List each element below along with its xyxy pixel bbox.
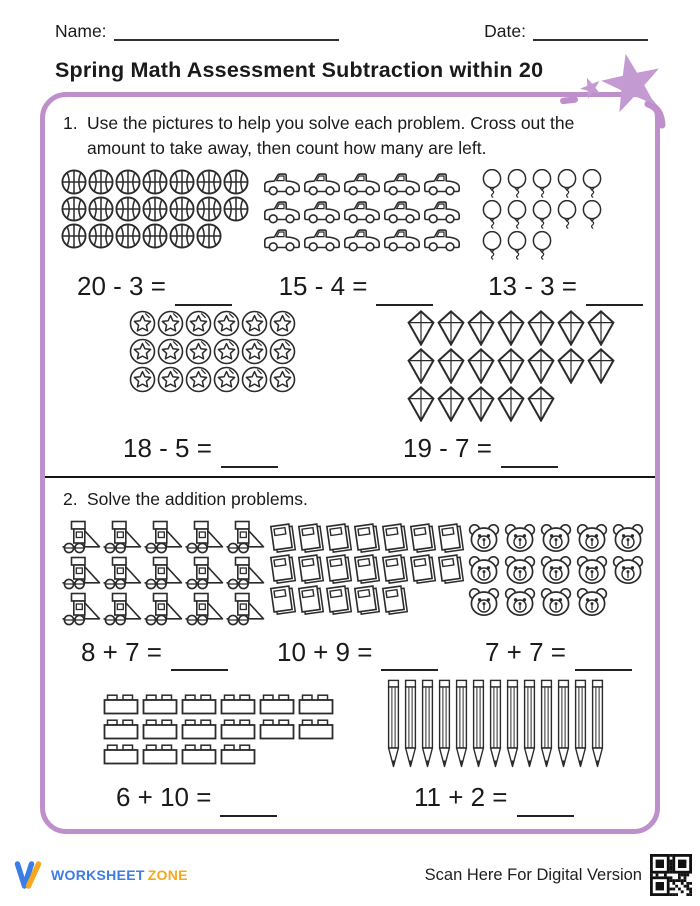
star-coin-icon (241, 338, 268, 365)
car-icon (383, 171, 421, 196)
equation-text: 6 + 10 = (116, 782, 212, 813)
equation-20-minus-3 (61, 272, 257, 302)
balloon-icon (506, 231, 528, 261)
car-group (257, 169, 469, 255)
section1-instruction (63, 111, 643, 161)
equation-text: 11 + 2 = (414, 782, 508, 813)
scan-area (425, 854, 692, 896)
worksheet-frame (40, 92, 660, 834)
train-icon (61, 520, 101, 554)
pencil-icon (438, 679, 451, 771)
kite-icon (407, 386, 435, 422)
train-icon (225, 556, 265, 590)
star-coin-icon (241, 366, 268, 393)
basketball-icon (88, 223, 114, 249)
icon-row (61, 556, 265, 590)
icon-row (103, 693, 335, 715)
train-group (61, 520, 265, 628)
bear-icon (503, 523, 537, 553)
icon-row (61, 520, 265, 554)
bear-icon (575, 587, 609, 617)
train-icon (184, 556, 224, 590)
star-coin-icon (213, 366, 240, 393)
basketball-icon (61, 196, 87, 222)
name-input-line[interactable] (114, 25, 339, 41)
book-icon (353, 585, 381, 616)
section-divider (45, 476, 655, 478)
icon-row (103, 718, 335, 740)
icon-row (481, 231, 643, 261)
book-icon (381, 523, 409, 554)
train-icon (102, 556, 142, 590)
basketball-icon (142, 196, 168, 222)
answer-blank[interactable] (175, 276, 232, 306)
bear-icon (503, 587, 537, 617)
star-coin-icon (241, 310, 268, 337)
equation-7-plus-7 (473, 638, 632, 668)
balloon-icon (531, 200, 553, 230)
bear-icon (467, 587, 501, 617)
icon-row (387, 679, 604, 771)
balloon-icon (556, 200, 578, 230)
balloon-icon (531, 231, 553, 261)
brick-icon (103, 718, 139, 740)
brick-icon (220, 693, 256, 715)
basketball-icon (88, 169, 114, 195)
basketball-icon (88, 196, 114, 222)
section1-pictures-row2 (61, 310, 643, 424)
answer-blank[interactable] (221, 438, 278, 468)
car-icon (263, 199, 301, 224)
balloon-icon (581, 200, 603, 230)
equation-6-plus-10 (116, 783, 341, 813)
section2-number: 2. (63, 488, 78, 509)
icon-row (263, 227, 469, 252)
icon-row (467, 523, 645, 553)
balloon-icon (581, 169, 603, 199)
icon-row (263, 171, 469, 196)
brick-icon (103, 693, 139, 715)
basketball-icon (142, 223, 168, 249)
car-icon (423, 171, 461, 196)
header-row (55, 22, 648, 41)
kite-icon (497, 386, 525, 422)
answer-blank[interactable] (517, 787, 574, 817)
car-icon (303, 227, 341, 252)
pencil-icon (489, 679, 502, 771)
balloon-icon (531, 169, 553, 199)
kite-icon (587, 348, 615, 384)
kite-icon (407, 348, 435, 384)
brick-group (103, 679, 335, 768)
book-icon (269, 523, 297, 554)
basketball-icon (223, 196, 249, 222)
kite-icon (497, 348, 525, 384)
pencil-icon (387, 679, 400, 771)
car-icon (383, 227, 421, 252)
basketball-icon (196, 196, 222, 222)
pencil-icon (591, 679, 604, 771)
brick-icon (181, 693, 217, 715)
equation-text: 13 - 3 = (488, 270, 577, 301)
car-icon (383, 199, 421, 224)
bear-icon (611, 523, 645, 553)
icon-row (103, 743, 335, 765)
basketball-icon (142, 169, 168, 195)
equation-18-minus-5 (123, 434, 341, 464)
star-coin-icon (157, 366, 184, 393)
brick-icon (142, 743, 178, 765)
book-icon (325, 554, 353, 585)
section2-pictures-row1 (61, 520, 643, 628)
brick-icon (259, 718, 295, 740)
balloon-icon (556, 169, 578, 199)
basketball-icon (115, 196, 141, 222)
kite-icon (557, 348, 585, 384)
name-label: Name: (55, 21, 107, 41)
pencil-icon (472, 679, 485, 771)
star-coin-icon (185, 338, 212, 365)
brick-icon (220, 718, 256, 740)
bear-icon (467, 555, 501, 585)
brick-icon (142, 693, 178, 715)
car-icon (343, 227, 381, 252)
kite-icon (437, 348, 465, 384)
train-icon (184, 592, 224, 626)
kite-icon (527, 310, 555, 346)
book-icon (269, 585, 297, 616)
car-icon (423, 199, 461, 224)
basketball-icon (196, 223, 222, 249)
kite-icon (437, 386, 465, 422)
icon-row (407, 310, 615, 346)
balloon-icon (481, 231, 503, 261)
star-coin-icon (129, 310, 156, 337)
kite-icon (527, 386, 555, 422)
section2-pictures-row2 (61, 679, 643, 771)
book-icon (269, 554, 297, 585)
equation-10-plus-9 (267, 638, 473, 668)
car-icon (303, 199, 341, 224)
section2-equations-row1 (61, 638, 643, 668)
star-coin-group (129, 310, 305, 394)
worksheetzone-logo (14, 860, 188, 890)
brick-icon (181, 743, 217, 765)
section1-equations-row1 (61, 272, 643, 302)
star-coin-icon (269, 366, 296, 393)
section1-pictures-row1 (61, 169, 643, 262)
book-icon (437, 523, 465, 554)
equation-text: 15 - 4 = (278, 270, 368, 301)
icon-row (61, 169, 257, 195)
book-icon (325, 523, 353, 554)
worksheetzone-logo-icon (14, 860, 44, 890)
train-icon (61, 592, 101, 626)
book-icon (437, 554, 465, 585)
bear-icon (539, 523, 573, 553)
answer-blank[interactable] (376, 276, 433, 306)
date-field (484, 22, 648, 41)
equation-13-minus-3 (468, 272, 643, 302)
bear-icon (575, 555, 609, 585)
bear-icon (539, 555, 573, 585)
star-coin-icon (269, 310, 296, 337)
pencil-icon (523, 679, 536, 771)
star-decoration-icon (560, 48, 684, 130)
balloon-icon (506, 200, 528, 230)
equation-text: 10 + 9 = (277, 636, 373, 667)
date-input-line[interactable] (533, 25, 648, 41)
train-icon (102, 592, 142, 626)
book-icon (353, 523, 381, 554)
kite-icon (467, 310, 495, 346)
section1-equations-row2 (61, 434, 643, 464)
bear-group (465, 520, 645, 619)
section2-instruction-text: Solve the addition problems. (87, 488, 308, 509)
star-coin-icon (185, 310, 212, 337)
car-icon (303, 171, 341, 196)
icon-row (129, 310, 305, 337)
pencil-icon (404, 679, 417, 771)
equation-15-minus-4 (257, 272, 469, 302)
kite-icon (587, 310, 615, 346)
equation-text: 8 + 7 = (81, 636, 162, 667)
balloon-group (469, 169, 643, 262)
basketball-icon (196, 169, 222, 195)
icon-row (467, 587, 645, 617)
brick-icon (181, 718, 217, 740)
star-coin-icon (157, 310, 184, 337)
pencil-icon (574, 679, 587, 771)
book-icon (353, 554, 381, 585)
balloon-icon (506, 169, 528, 199)
answer-blank[interactable] (220, 787, 277, 817)
train-icon (61, 556, 101, 590)
car-icon (263, 171, 301, 196)
basketball-icon (169, 169, 195, 195)
equation-11-plus-2 (414, 783, 574, 813)
car-icon (343, 199, 381, 224)
star-coin-icon (269, 338, 296, 365)
icon-row (61, 223, 257, 249)
kite-icon (437, 310, 465, 346)
icon-row (269, 523, 465, 554)
star-coin-icon (213, 310, 240, 337)
page-title: Spring Math Assessment Subtraction within 20 (55, 58, 544, 83)
book-group (265, 520, 465, 616)
icon-row (129, 338, 305, 365)
equation-8-plus-7 (61, 638, 267, 668)
section2-instruction (63, 487, 643, 512)
icon-row (269, 585, 465, 616)
train-icon (102, 520, 142, 554)
brick-icon (298, 718, 334, 740)
star-coin-icon (129, 338, 156, 365)
qr-code-icon (650, 854, 692, 896)
bear-icon (575, 523, 609, 553)
brick-icon (298, 693, 334, 715)
kite-icon (407, 310, 435, 346)
brick-icon (259, 693, 295, 715)
train-icon (225, 592, 265, 626)
icon-row (269, 554, 465, 585)
book-icon (409, 523, 437, 554)
icon-row (481, 200, 643, 230)
book-icon (297, 554, 325, 585)
answer-blank[interactable] (381, 641, 438, 671)
brick-icon (142, 718, 178, 740)
train-icon (143, 520, 183, 554)
basketball-icon (61, 169, 87, 195)
icon-row (467, 555, 645, 585)
section1-number: 1. (63, 113, 78, 134)
train-icon (143, 592, 183, 626)
brick-icon (220, 743, 256, 765)
brand-text (51, 867, 188, 883)
book-icon (409, 554, 437, 585)
train-icon (225, 520, 265, 554)
basketball-group (61, 169, 257, 250)
train-icon (143, 556, 183, 590)
brand-zone: ZONE (147, 867, 188, 883)
kite-group (407, 310, 615, 424)
kite-icon (557, 310, 585, 346)
name-field (55, 22, 339, 41)
icon-row (407, 386, 615, 422)
icon-row (129, 366, 305, 393)
train-icon (184, 520, 224, 554)
bear-icon (539, 587, 573, 617)
pencil-icon (557, 679, 570, 771)
book-icon (297, 585, 325, 616)
equation-text: 7 + 7 = (485, 636, 566, 667)
basketball-icon (169, 223, 195, 249)
book-icon (381, 554, 409, 585)
pencil-icon (506, 679, 519, 771)
bear-icon (503, 555, 537, 585)
kite-icon (467, 386, 495, 422)
pencil-icon (455, 679, 468, 771)
answer-blank[interactable] (171, 641, 228, 671)
bear-icon (611, 555, 645, 585)
kite-icon (527, 348, 555, 384)
car-icon (423, 227, 461, 252)
book-icon (297, 523, 325, 554)
kite-icon (467, 348, 495, 384)
answer-blank[interactable] (501, 438, 558, 468)
scan-text: Scan Here For Digital Version (424, 865, 642, 884)
star-coin-icon (157, 338, 184, 365)
date-label: Date: (484, 21, 526, 41)
basketball-icon (115, 223, 141, 249)
equation-19-minus-7 (403, 434, 558, 464)
star-coin-icon (213, 338, 240, 365)
equation-text: 20 - 3 = (77, 270, 166, 301)
star-coin-icon (129, 366, 156, 393)
basketball-icon (61, 223, 87, 249)
car-icon (263, 227, 301, 252)
equation-text: 19 - 7 = (403, 432, 492, 463)
icon-row (61, 592, 265, 626)
section1-instruction-text: Use the pictures to help you solve each problem. Cross out the amount to take away, then count how many are left. (87, 113, 575, 159)
basketball-icon (169, 196, 195, 222)
kite-icon (497, 310, 525, 346)
basketball-icon (115, 169, 141, 195)
bear-icon (467, 523, 501, 553)
basketball-icon (223, 169, 249, 195)
star-coin-icon (185, 366, 212, 393)
brick-icon (103, 743, 139, 765)
answer-blank[interactable] (575, 641, 632, 671)
answer-blank[interactable] (586, 276, 643, 306)
book-icon (381, 585, 409, 616)
pencil-icon (540, 679, 553, 771)
balloon-icon (481, 169, 503, 199)
pencil-icon (421, 679, 434, 771)
pencil-group (387, 679, 604, 771)
balloon-icon (481, 200, 503, 230)
book-icon (325, 585, 353, 616)
icon-row (263, 199, 469, 224)
brand-worksheet: WORKSHEET (51, 867, 145, 883)
footer (0, 850, 700, 900)
icon-row (61, 196, 257, 222)
section2-equations-row2 (61, 783, 643, 813)
icon-row (407, 348, 615, 384)
car-icon (343, 171, 381, 196)
equation-text: 18 - 5 = (123, 432, 212, 463)
icon-row (481, 169, 643, 199)
